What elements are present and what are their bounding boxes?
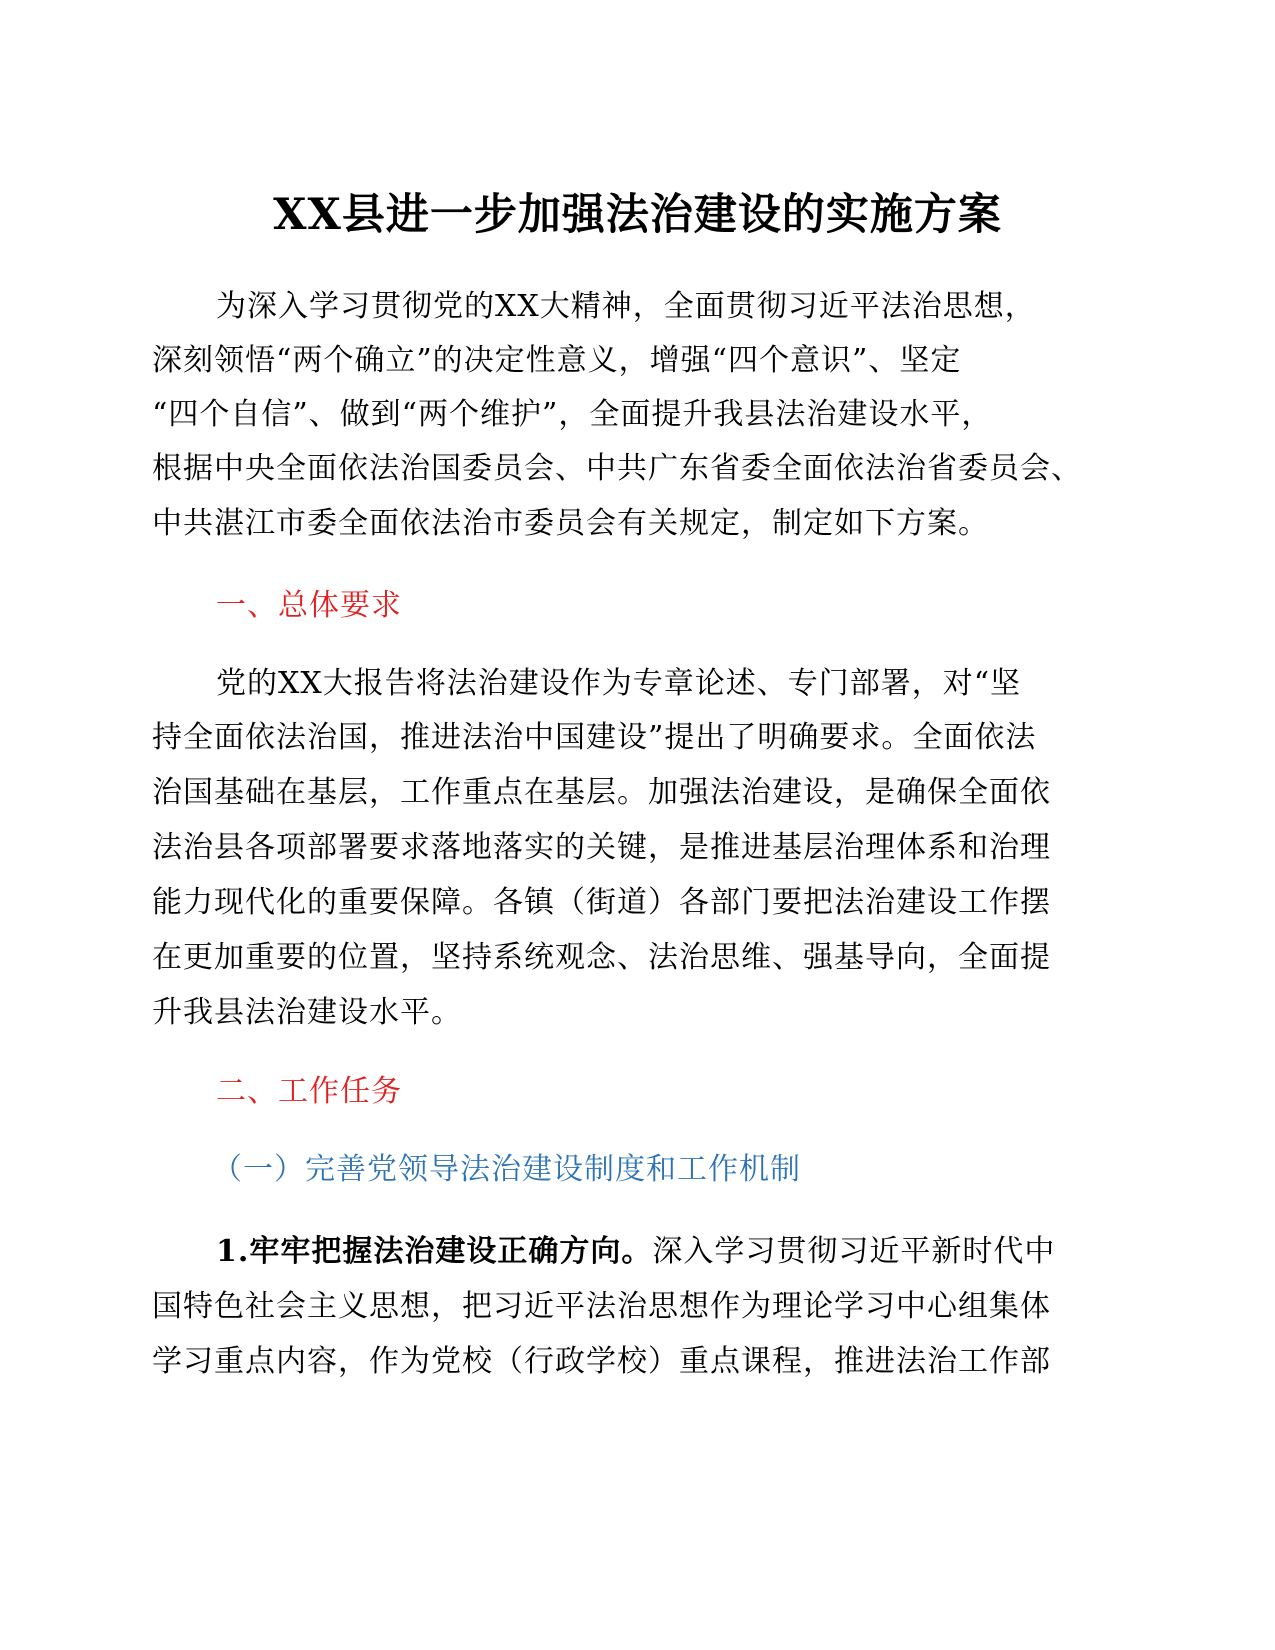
subsection-heading: （一）完善党领导法治建设制度和工作机制 (212, 1152, 801, 1187)
item1-first-line (216, 1230, 1055, 1274)
intro-line: 根据中央全面依法治国委员会、中共广东省委全面依法治省委员会、 (152, 451, 1082, 486)
section1-line: 治国基础在基层，工作重点在基层。加强法治建设，是确保全面依 (152, 775, 1051, 810)
item1-line: 学习重点内容，作为党校（行政学校）重点课程，推进法治工作部 (152, 1344, 1051, 1379)
intro-line: 深刻领悟“两个确立”的决定性意义，增强“四个意识”、坚定 (152, 343, 962, 378)
item1-line: 国特色社会主义思想，把习近平法治思想作为理论学习中心组集体 (152, 1289, 1051, 1324)
section1-line: 能力现代化的重要保障。各镇（街道）各部门要把法治建设工作摆 (152, 885, 1051, 920)
item1-text: 深入学习贯彻习近平新时代中 (652, 1234, 1056, 1269)
section1-line: 持全面依法治国，推进法治中国建设”提出了明确要求。全面依法 (152, 720, 1037, 755)
item1-bold-heading: 1.牢牢把握法治建设正确方向。 (216, 1234, 653, 1269)
section1-line: 在更加重要的位置，坚持系统观念、法治思维、强基导向，全面提 (152, 940, 1051, 975)
document-title: XX县进一步加强法治建设的实施方案 (273, 190, 1002, 240)
intro-line: “四个自信”、做到“两个维护”，全面提升我县法治建设水平， (152, 397, 993, 432)
section-heading-general-requirements: 一、总体要求 (216, 588, 402, 623)
section1-line: 升我县法治建设水平。 (152, 995, 462, 1030)
section-heading-work-tasks: 二、工作任务 (216, 1074, 402, 1109)
intro-line: 中共湛江市委全面依法治市委员会有关规定，制定如下方案。 (152, 506, 989, 541)
section1-line: 法治县各项部署要求落地落实的关键，是推进基层治理体系和治理 (152, 830, 1051, 865)
section1-line: 党的XX大报告将法治建设作为专章论述、专门部署，对“坚 (216, 666, 1022, 701)
intro-line: 为深入学习贯彻党的XX大精神，全面贯彻习近平法治思想， (216, 289, 1036, 324)
